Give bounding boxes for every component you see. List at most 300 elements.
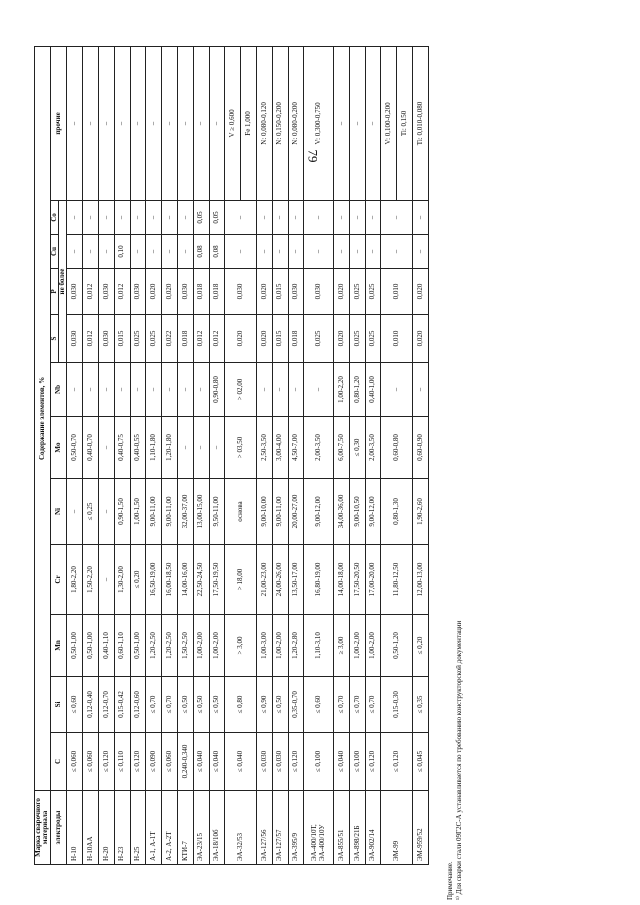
other-elements-cell: Ti: 0,150 (397, 46, 413, 200)
table-cell: 0,80-1,30 (381, 479, 413, 545)
table-cell: 0,025 (349, 269, 365, 315)
electrode-brand-cell: ЭА-127/57 (272, 791, 288, 865)
footnote (446, 621, 464, 900)
table-cell: 0,50-1,00 (83, 615, 99, 677)
other-elements-cell: V: 0,100-0,200 (381, 46, 397, 200)
table-cell: ≤ 0,030 (272, 733, 288, 791)
table-cell: 0,08 (209, 235, 225, 269)
table-cell: 3,00-4,00 (272, 417, 288, 479)
other-elements-cell: N: 0,080-0,120 (256, 46, 272, 200)
table-cell: 0,020 (413, 269, 429, 315)
table-cell: 1,00-1,50 (130, 479, 146, 545)
table-cell: ≤ 0,090 (146, 733, 162, 791)
table-cell: – (413, 363, 429, 417)
other-elements-cell: – (365, 46, 381, 200)
table-cell: 1,20-2,50 (146, 615, 162, 677)
table-cell: – (193, 417, 209, 479)
table-cell: – (83, 201, 99, 235)
table-row (130, 46, 146, 864)
table-cell: ≤ 0,120 (98, 733, 114, 791)
table-cell: – (177, 201, 193, 235)
table-cell: 0,020 (413, 315, 429, 363)
table-cell: ≤ 0,120 (288, 733, 304, 791)
table-cell: 1,00-2,20 (334, 363, 350, 417)
table-cell: 1,00-3,00 (256, 615, 272, 677)
table-cell: 0,60-0,80 (381, 417, 413, 479)
col-header-mo: Mo (50, 417, 67, 479)
electrode-brand-cell: ЭА-127/56 (256, 791, 272, 865)
table-cell: 14,00-16,00 (177, 545, 193, 615)
table-cell: 0,40-1,00 (365, 363, 381, 417)
table-cell: ≤ 0,70 (365, 677, 381, 733)
table-cell: 0,50-0,70 (67, 417, 83, 479)
table-cell: – (98, 235, 114, 269)
table-cell: ≤ 0,90 (256, 677, 272, 733)
electrode-brand-cell: ЭА-32/53 (225, 791, 257, 865)
table-cell: 13,00-15,00 (193, 479, 209, 545)
table-cell: 0,50-1,00 (130, 615, 146, 677)
col-header-co: Co (50, 201, 58, 235)
table-cell: 0,025 (130, 315, 146, 363)
table-cell: 2,50-3,50 (256, 417, 272, 479)
electrode-brand-cell: ЭА-898/21Б (349, 791, 365, 865)
table-cell: 0,40-0,70 (83, 417, 99, 479)
table-cell: ≤ 0,040 (225, 733, 257, 791)
table-cell: 0,90-1,50 (114, 479, 130, 545)
other-elements-cell: – (83, 46, 99, 200)
table-cell: 0,010 (381, 269, 413, 315)
table-cell: 0,15-0,42 (114, 677, 130, 733)
table-cell: 4,50-7,00 (288, 417, 304, 479)
table-cell: 0,020 (334, 269, 350, 315)
table-cell: 9,50-11,00 (209, 479, 225, 545)
table-cell: 6,00-7,50 (334, 417, 350, 479)
table-cell: 0,030 (98, 315, 114, 363)
col-header-cu: Cu (50, 235, 58, 269)
table-cell: – (146, 201, 162, 235)
table-cell: ≥ 3,00 (334, 615, 350, 677)
table-row (304, 46, 334, 864)
other-elements-cell: – (98, 46, 114, 200)
electrode-brand-cell: ЭМ-99 (381, 791, 413, 865)
table-cell: 0,020 (256, 269, 272, 315)
other-elements-cell: – (349, 46, 365, 200)
table-cell: ≤ 0,110 (114, 733, 130, 791)
table-body (67, 46, 429, 864)
page-number: 79 (305, 149, 321, 163)
table-cell: – (256, 363, 272, 417)
table-row (98, 46, 114, 864)
electrode-brand-cell: ЭА-395/9 (288, 791, 304, 865)
table-cell: – (83, 363, 99, 417)
table-cell: 2,00-3,50 (304, 417, 334, 479)
table-cell: 0,030 (67, 269, 83, 315)
table-cell: 1,10-3,10 (304, 615, 334, 677)
table-cell: – (334, 201, 350, 235)
table-cell: – (334, 235, 350, 269)
table-cell: – (288, 201, 304, 235)
table-cell: 0,15-0,30 (381, 677, 413, 733)
electrode-brand-cell: ЭА-855/51 (334, 791, 350, 865)
brand-group-header: Марка сварочного материала (35, 791, 51, 865)
table-row (365, 46, 381, 864)
table-cell: 16,80-19,00 (304, 545, 334, 615)
electrode-brand-cell: Н-25 (130, 791, 146, 865)
table-cell: – (67, 363, 83, 417)
other-elements-cell: – (209, 46, 225, 200)
table-cell: – (193, 363, 209, 417)
table-cell: 0,025 (349, 315, 365, 363)
other-elements-cell: N: 0,150-0,200 (272, 46, 288, 200)
table-cell: ≤ 0,70 (349, 677, 365, 733)
col-header-nb: Nb (50, 363, 67, 417)
electrode-brand-cell: ЭА-23/15 (193, 791, 209, 865)
table-cell: – (114, 363, 130, 417)
table-cell: 0,018 (177, 315, 193, 363)
table-cell: 0,025 (304, 315, 334, 363)
table-cell: 1,20-2,50 (162, 615, 178, 677)
table-cell: 0,12-0,40 (83, 677, 99, 733)
table-cell: – (349, 235, 365, 269)
table-cell: 0,40-1,10 (98, 615, 114, 677)
table-cell: – (177, 235, 193, 269)
table-cell: 1,10-1,80 (146, 417, 162, 479)
other-elements-cell: – (67, 46, 83, 200)
electrode-brand-cell: А-1, А-1Т (146, 791, 162, 865)
table-cell: 0,030 (304, 269, 334, 315)
table-cell: 17,00-20,00 (365, 545, 381, 615)
content-group-header: Содержание элементов, % (35, 46, 51, 790)
table-cell: 0,12-0,60 (130, 677, 146, 733)
table-cell: 1,50-2,20 (83, 545, 99, 615)
table-cell: – (162, 201, 178, 235)
table-cell: > 18,00 (225, 545, 257, 615)
table-cell: 9,00-10,00 (256, 479, 272, 545)
table-cell: 0,012 (83, 315, 99, 363)
table-cell: 0,80-1,20 (349, 363, 365, 417)
table-cell: 1,00-2,00 (193, 615, 209, 677)
table-cell: 13,50-17,00 (288, 545, 304, 615)
table-cell: ≤ 0,30 (349, 417, 365, 479)
table-cell: 0,60-1,10 (114, 615, 130, 677)
electrode-brand-cell: Н-20 (98, 791, 114, 865)
table-cell: – (114, 201, 130, 235)
table-cell: 0,015 (114, 315, 130, 363)
table-cell: ≤ 0,60 (67, 677, 83, 733)
table-cell: ≤ 0,70 (146, 677, 162, 733)
table-cell: ≤ 0,040 (209, 733, 225, 791)
table-cell: ≤ 0,50 (177, 677, 193, 733)
electrode-brand-cell: ЭА-18/10б (209, 791, 225, 865)
table-cell: – (209, 417, 225, 479)
table-cell: – (67, 235, 83, 269)
table-cell: 0,40-0,55 (130, 417, 146, 479)
col-header-s: S (50, 315, 58, 363)
table-cell: 0,025 (365, 269, 381, 315)
table-cell: 0,60-0,90 (413, 417, 429, 479)
table-cell: ≤ 0,060 (83, 733, 99, 791)
table-cell: 0,020 (146, 269, 162, 315)
table-cell: – (256, 201, 272, 235)
other-elements-cell: V ≥ 0,600 (225, 46, 241, 200)
table-cell: ≤ 0,120 (130, 733, 146, 791)
footnote-text: ¹⁾ Для сварки стали 09Г2С-А устанавливается по требованию конструкторской документации (454, 620, 463, 900)
table-cell: ≤ 0,20 (413, 615, 429, 677)
table-cell: 0,12-0,70 (98, 677, 114, 733)
table-cell: 16,50-19,00 (146, 545, 162, 615)
table-cell: 0,020 (225, 315, 257, 363)
table-cell: ≤ 0,100 (304, 733, 334, 791)
table-cell: 1,20-1,80 (162, 417, 178, 479)
table-cell: 17,50-20,50 (349, 545, 365, 615)
electrode-brand-cell: ЭА-902/14 (365, 791, 381, 865)
table-cell: ≤ 0,040 (193, 733, 209, 791)
table-row (288, 46, 304, 864)
other-elements-cell: – (193, 46, 209, 200)
table-cell: – (272, 363, 288, 417)
table-cell: основа (225, 479, 257, 545)
table-cell: 20,00-27,00 (288, 479, 304, 545)
table-cell: – (177, 417, 193, 479)
table-cell: 0,018 (193, 269, 209, 315)
table-cell: 0,08 (193, 235, 209, 269)
table-cell: 0,020 (334, 315, 350, 363)
table-cell: 0,030 (288, 269, 304, 315)
table-cell: 9,00-11,00 (272, 479, 288, 545)
table-cell: ≤ 0,50 (193, 677, 209, 733)
table-cell: 9,00-12,00 (304, 479, 334, 545)
table-cell: ≤ 0,60 (304, 677, 334, 733)
table-cell: ≤ 0,50 (209, 677, 225, 733)
table-cell: 16,00-18,50 (162, 545, 178, 615)
electrode-brand-cell: Н-10АА (83, 791, 99, 865)
table-cell: ≤ 0,35 (413, 677, 429, 733)
table-cell: 1,80-2,20 (67, 545, 83, 615)
col-header-p: P (50, 269, 58, 315)
no-more-header: не более (59, 201, 67, 363)
table-cell: – (365, 235, 381, 269)
table-cell: 12,00-13,00 (413, 545, 429, 615)
table-cell: 0,50-1,00 (67, 615, 83, 677)
table-cell: ≤ 0,060 (67, 733, 83, 791)
col-header-ni: Ni (50, 479, 67, 545)
table-cell: 1,50-2,50 (177, 615, 193, 677)
table-cell: 22,50-24,50 (193, 545, 209, 615)
table-cell: 9,00-11,00 (146, 479, 162, 545)
table-header (35, 46, 67, 864)
table-cell: – (304, 235, 334, 269)
table-row (272, 46, 288, 864)
electrode-brand-cell: Н-10 (67, 791, 83, 865)
other-elements-cell: – (162, 46, 178, 200)
table-cell: – (130, 363, 146, 417)
table-cell: 0,020 (162, 269, 178, 315)
table-cell: 14,00-18,00 (334, 545, 350, 615)
table-cell: 34,00-36,00 (334, 479, 350, 545)
electrode-brand-cell: ЭМ-959/52 (413, 791, 429, 865)
table-row (67, 46, 83, 864)
table-cell: – (98, 479, 114, 545)
table-cell: ≤ 0,120 (365, 733, 381, 791)
table-cell: – (381, 201, 413, 235)
electrode-brand-cell: КТИ-7 (177, 791, 193, 865)
table-cell: 0,015 (272, 315, 288, 363)
electrode-brand-cell: Н-23 (114, 791, 130, 865)
table-cell: – (256, 235, 272, 269)
table-cell: 0,018 (209, 269, 225, 315)
table-cell: 0,030 (177, 269, 193, 315)
table-cell: ≤ 0,040 (334, 733, 350, 791)
table-cell: 0,022 (162, 315, 178, 363)
table-row (146, 46, 162, 864)
table-cell: 0,025 (146, 315, 162, 363)
table-cell: – (162, 235, 178, 269)
table-cell: – (67, 201, 83, 235)
table-cell: 0,020 (256, 315, 272, 363)
other-elements-cell: – (114, 46, 130, 200)
table-cell: – (413, 201, 429, 235)
table-cell: 0,50-1,20 (381, 615, 413, 677)
table-cell: 2,00-3,50 (365, 417, 381, 479)
table-row (381, 46, 397, 864)
table-cell: – (225, 201, 257, 235)
table-cell: – (130, 235, 146, 269)
table-row (225, 46, 241, 864)
table-cell: ≤ 0,80 (225, 677, 257, 733)
table-cell: > 3,00 (225, 615, 257, 677)
table-cell: 0,030 (67, 315, 83, 363)
table-cell: 1,00-2,00 (349, 615, 365, 677)
table-cell: – (98, 545, 114, 615)
table-cell: 0,40-0,75 (114, 417, 130, 479)
table-cell: 1,30-2,00 (114, 545, 130, 615)
table-row (256, 46, 272, 864)
table-cell: – (162, 363, 178, 417)
table-cell: 0,012 (83, 269, 99, 315)
table-cell: 32,00-37,00 (177, 479, 193, 545)
electrode-brand-cell: ЭА-400/10Т, ЭА-400/10У (304, 791, 334, 865)
table-cell: 0,012 (193, 315, 209, 363)
table-cell: 0,030 (225, 269, 257, 315)
composition-table (34, 46, 429, 865)
table-cell: > 02,00 (225, 363, 257, 417)
other-elements-cell: V: 0,300-0,750 (304, 46, 334, 200)
table-cell: ≤ 0,70 (162, 677, 178, 733)
table-row (83, 46, 99, 864)
table-cell: > 03,50 (225, 417, 257, 479)
footnote-title: Примечание. (446, 861, 454, 900)
other-elements-cell: Ti: 0,010-0,080 (413, 46, 429, 200)
table-cell: 0,05 (193, 201, 209, 235)
other-elements-cell: Fe 1,000 (241, 46, 257, 200)
table-cell: ≤ 0,20 (130, 545, 146, 615)
table-cell: – (288, 363, 304, 417)
table-cell: – (225, 235, 257, 269)
table-cell: ≤ 0,045 (413, 733, 429, 791)
table-cell: 0,90-0,80 (209, 363, 225, 417)
table-cell: – (288, 235, 304, 269)
table-cell: – (304, 363, 334, 417)
table-cell: – (146, 235, 162, 269)
table-row (114, 46, 130, 864)
table-cell: – (146, 363, 162, 417)
col-header-cr: Cr (50, 545, 67, 615)
table-row (209, 46, 225, 864)
col-header-mn: Mn (50, 615, 67, 677)
table-cell: ≤ 0,70 (334, 677, 350, 733)
table-cell: – (381, 235, 413, 269)
table-row (349, 46, 365, 864)
table-cell: 1,00-2,00 (365, 615, 381, 677)
table-cell: 9,00-11,00 (162, 479, 178, 545)
table-cell: 21,00-23,00 (256, 545, 272, 615)
other-elements-cell: – (146, 46, 162, 200)
table-cell: – (177, 363, 193, 417)
table-cell: – (130, 201, 146, 235)
table-row (193, 46, 209, 864)
other-elements-cell: – (334, 46, 350, 200)
electrode-brand-cell: А-2, А-2Т (162, 791, 178, 865)
table-cell: 1,00-2,00 (209, 615, 225, 677)
table-cell: 1,20-2,80 (288, 615, 304, 677)
table-cell: 0,35-0,70 (288, 677, 304, 733)
brand-sub-header: электроды (50, 791, 67, 865)
col-header-c: C (50, 733, 67, 791)
table-cell: 0,025 (365, 315, 381, 363)
table-cell: – (365, 201, 381, 235)
table-cell: 1,00-2,00 (272, 615, 288, 677)
table-cell: 0,018 (288, 315, 304, 363)
table-cell: ≤ 0,120 (381, 733, 413, 791)
rotated-table-area (34, 47, 429, 865)
table-cell: – (349, 201, 365, 235)
table-cell: 0,012 (114, 269, 130, 315)
table-cell: 0,030 (98, 269, 114, 315)
table-cell: 9,00-12,00 (365, 479, 381, 545)
other-elements-cell: – (177, 46, 193, 200)
table-cell: 0,010 (381, 315, 413, 363)
table-cell: – (67, 479, 83, 545)
table-cell: – (413, 235, 429, 269)
table-cell: 17,50-19,50 (209, 545, 225, 615)
table-cell: – (83, 235, 99, 269)
table-cell: 0,030 (130, 269, 146, 315)
table-cell: 0,015 (272, 269, 288, 315)
table-cell: ≤ 0,25 (83, 479, 99, 545)
table-cell: – (381, 363, 413, 417)
table-cell: 0,240-0,340 (177, 733, 193, 791)
table-cell: 1,90-2,60 (413, 479, 429, 545)
col-header-other: прочие (50, 46, 67, 200)
table-cell: 11,80-12,50 (381, 545, 413, 615)
table-cell: – (272, 235, 288, 269)
table-cell: 0,10 (114, 235, 130, 269)
col-header-si: Si (50, 677, 67, 733)
table-cell: – (304, 201, 334, 235)
table-cell: ≤ 0,060 (162, 733, 178, 791)
table-cell: ≤ 0,030 (256, 733, 272, 791)
table-cell: 9,00-10,50 (349, 479, 365, 545)
other-elements-cell: – (130, 46, 146, 200)
table-cell: – (98, 363, 114, 417)
table-cell: – (98, 201, 114, 235)
table-cell: – (272, 201, 288, 235)
table-cell: 24,00-26,00 (272, 545, 288, 615)
table-cell: ≤ 0,50 (272, 677, 288, 733)
table-cell: 0,012 (209, 315, 225, 363)
table-cell: 0,05 (209, 201, 225, 235)
table-row (177, 46, 193, 864)
